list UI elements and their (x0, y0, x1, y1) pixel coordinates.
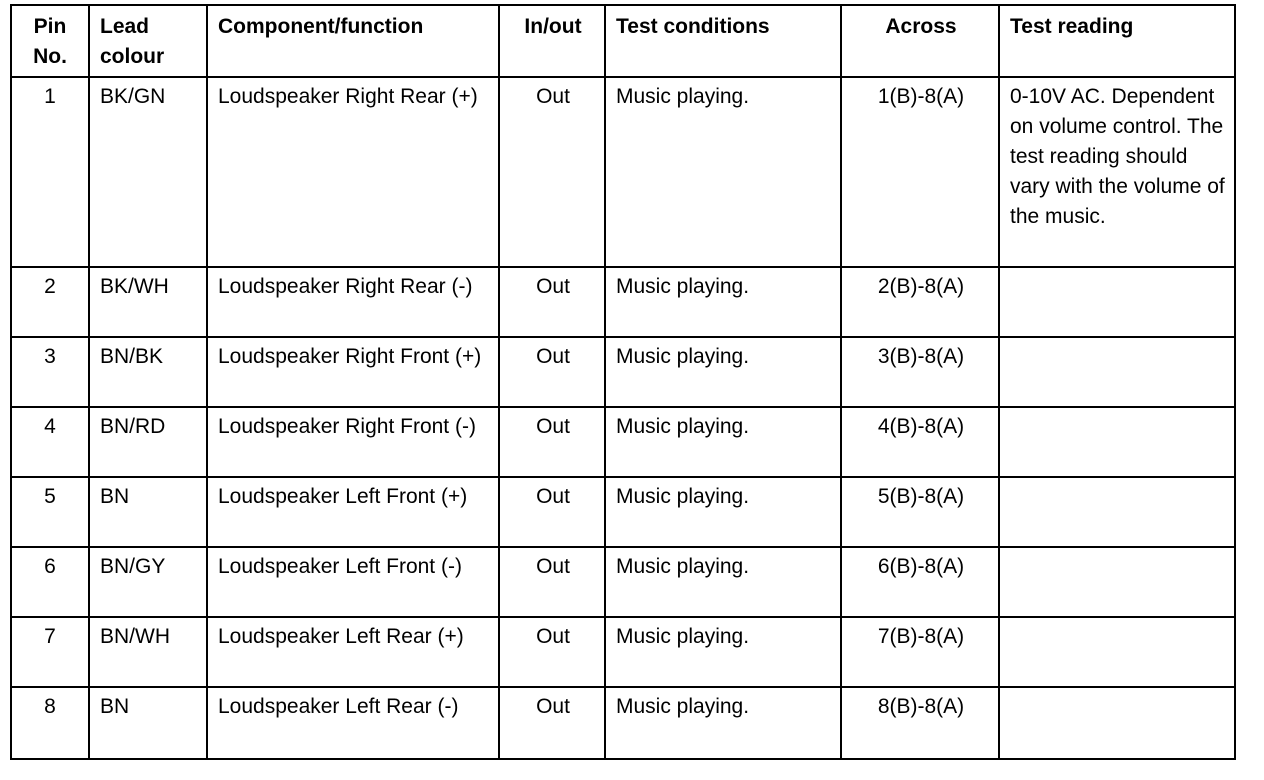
inout-cell: Out (499, 687, 605, 759)
inout-cell: Out (499, 477, 605, 547)
across-header: Across (841, 5, 999, 77)
conditions-cell: Music playing. (605, 407, 841, 477)
inout-header: In/out (499, 5, 605, 77)
inout-cell: Out (499, 77, 605, 267)
conditions-cell: Music playing. (605, 337, 841, 407)
lead-header (89, 5, 207, 77)
lead-cell: BN (89, 477, 207, 547)
component-cell: Loudspeaker Right Rear (-) (207, 267, 499, 337)
lead-cell: BN/RD (89, 407, 207, 477)
component-cell: Loudspeaker Right Rear (+) (207, 77, 499, 267)
lead-cell: BN/BK (89, 337, 207, 407)
lead-cell: BK/GN (89, 77, 207, 267)
inout-cell: Out (499, 617, 605, 687)
table-row (11, 337, 1235, 407)
lead-header-line2: colour (100, 45, 165, 68)
conditions-cell: Music playing. (605, 687, 841, 759)
pin-cell: 2 (11, 267, 89, 337)
reading-cell (999, 547, 1235, 617)
reading-cell: 0-10V AC. Dependent on volume control. The test reading should vary with the volume of the music. (999, 77, 1235, 267)
inout-cell: Out (499, 337, 605, 407)
conditions-cell: Music playing. (605, 547, 841, 617)
lead-cell: BN (89, 687, 207, 759)
pin-cell: 4 (11, 407, 89, 477)
inout-cell: Out (499, 547, 605, 617)
inout-cell: Out (499, 407, 605, 477)
across-cell: 8(B)-8(A) (841, 687, 999, 759)
pin-cell: 6 (11, 547, 89, 617)
reading-cell (999, 617, 1235, 687)
conditions-cell: Music playing. (605, 477, 841, 547)
table-row (11, 267, 1235, 337)
across-cell: 6(B)-8(A) (841, 547, 999, 617)
component-cell: Loudspeaker Right Front (+) (207, 337, 499, 407)
lead-cell: BN/WH (89, 617, 207, 687)
table-row (11, 77, 1235, 267)
reading-cell (999, 687, 1235, 759)
across-cell: 4(B)-8(A) (841, 407, 999, 477)
conditions-cell: Music playing. (605, 267, 841, 337)
reading-cell (999, 267, 1235, 337)
conditions-cell: Music playing. (605, 77, 841, 267)
component-cell: Loudspeaker Left Rear (+) (207, 617, 499, 687)
across-cell: 5(B)-8(A) (841, 477, 999, 547)
table-row (11, 687, 1235, 759)
inout-cell: Out (499, 267, 605, 337)
pin-cell: 7 (11, 617, 89, 687)
pin-cell: 1 (11, 77, 89, 267)
table-row (11, 477, 1235, 547)
reading-header: Test reading (999, 5, 1235, 77)
header-row (11, 5, 1235, 77)
table-row (11, 407, 1235, 477)
reading-cell (999, 477, 1235, 547)
across-cell: 3(B)-8(A) (841, 337, 999, 407)
component-cell: Loudspeaker Left Front (+) (207, 477, 499, 547)
lead-cell: BK/WH (89, 267, 207, 337)
pin-header-line2: No. (33, 45, 67, 68)
component-cell: Loudspeaker Left Front (-) (207, 547, 499, 617)
reading-cell (999, 407, 1235, 477)
conditions-cell: Music playing. (605, 617, 841, 687)
pin-table (10, 4, 1236, 760)
pin-header-line1: Pin (33, 15, 67, 38)
component-header: Component/function (207, 5, 499, 77)
across-cell: 2(B)-8(A) (841, 267, 999, 337)
across-cell: 7(B)-8(A) (841, 617, 999, 687)
reading-cell (999, 337, 1235, 407)
conditions-header: Test conditions (605, 5, 841, 77)
across-cell: 1(B)-8(A) (841, 77, 999, 267)
pin-cell: 3 (11, 337, 89, 407)
pin-cell: 5 (11, 477, 89, 547)
component-cell: Loudspeaker Right Front (-) (207, 407, 499, 477)
pin-cell: 8 (11, 687, 89, 759)
lead-header-line1: Lead (100, 15, 150, 38)
pin-header (11, 5, 89, 77)
component-cell: Loudspeaker Left Rear (-) (207, 687, 499, 759)
table-row (11, 617, 1235, 687)
lead-cell: BN/GY (89, 547, 207, 617)
table-row (11, 547, 1235, 617)
